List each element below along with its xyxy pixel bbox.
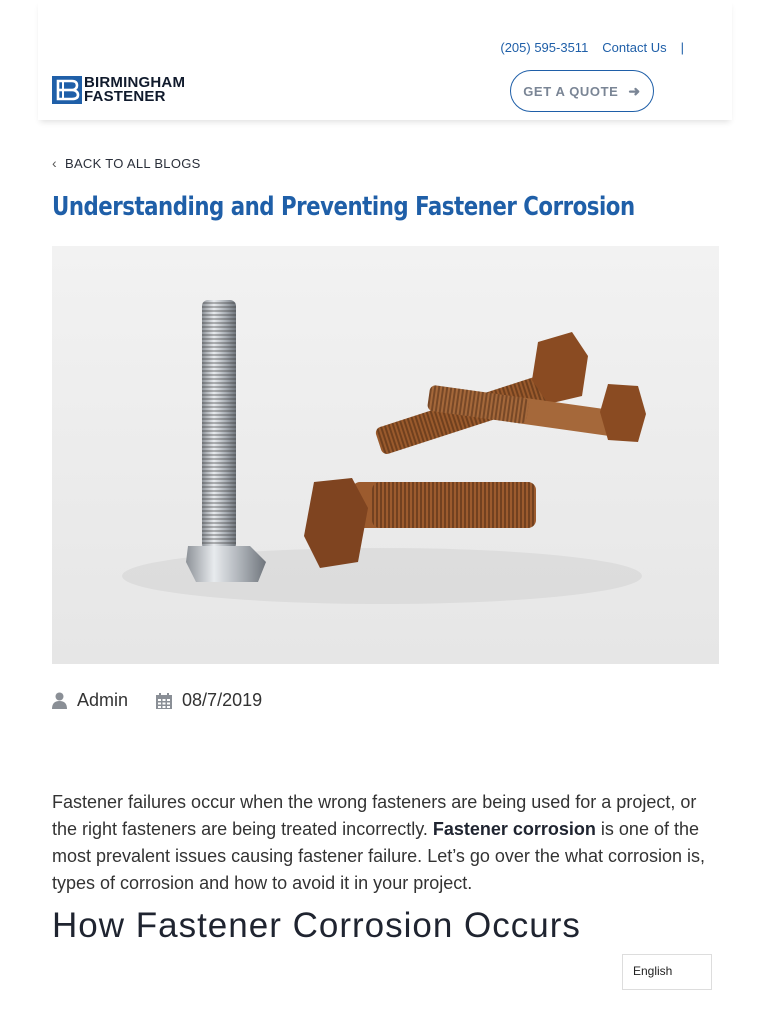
- arrow-right-icon: ➜: [628, 82, 641, 99]
- get-a-quote-label: GET A QUOTE: [523, 83, 619, 99]
- back-to-blogs-link[interactable]: [52, 155, 201, 171]
- intro-paragraph: [52, 789, 716, 897]
- intro-text-a: Fastener failures occur when the wrong fasteners are being used for a project, or the right fasteners are being treated incorrectly.: [52, 792, 697, 839]
- post-date: [156, 690, 262, 711]
- intro-bold-term: Fastener corrosion: [432, 819, 596, 839]
- post-date-text: 08/7/2019: [182, 690, 263, 710]
- contact-us-link[interactable]: Contact Us: [602, 40, 667, 55]
- author: [52, 690, 128, 711]
- logo-line-1: BIRMINGHAM: [84, 74, 186, 91]
- intro-text-b: is one of the most prevalent issues causing fastener failure. Let’s go over the what corrosion is, types of corrosion and how to avoid it in your project.: [52, 819, 706, 893]
- chevron-left-icon: ‹: [52, 155, 57, 171]
- user-icon: [52, 692, 67, 709]
- phone-link[interactable]: (205) 595-3511: [500, 40, 589, 55]
- language-selector[interactable]: English: [622, 954, 712, 990]
- section-heading: How Fastener Corrosion Occurs: [52, 906, 581, 945]
- site-header: [38, 0, 732, 120]
- bolts-photo: [52, 246, 719, 664]
- page-title: Understanding and Preventing Fastener Corrosion: [52, 192, 635, 222]
- get-a-quote-button[interactable]: [510, 70, 654, 112]
- logo-line-2: FASTENER: [84, 88, 166, 105]
- back-to-blogs-label: BACK TO ALL BLOGS: [64, 155, 201, 171]
- logo[interactable]: [52, 76, 185, 104]
- author-name: Admin: [77, 690, 129, 710]
- separator: |: [680, 40, 684, 55]
- logo-text: [84, 76, 185, 104]
- post-meta: [52, 690, 262, 711]
- logo-mark-icon: [52, 76, 82, 104]
- calendar-icon: [156, 693, 172, 709]
- top-bar: [500, 40, 684, 55]
- hero-image: [52, 246, 719, 664]
